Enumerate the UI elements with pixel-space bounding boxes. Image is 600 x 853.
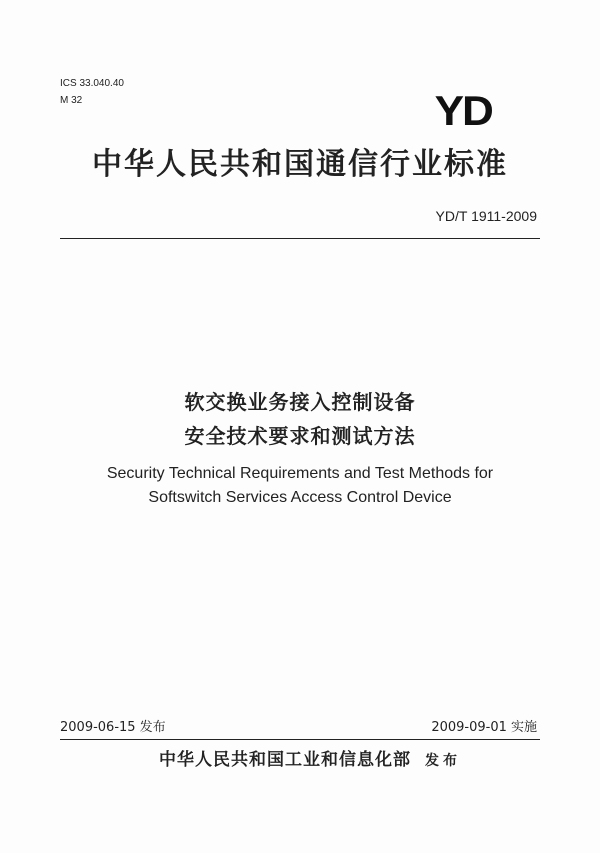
issue-date: 2009-06-15 发布 (60, 720, 166, 735)
title-cn-line-2: 安全技术要求和测试方法 (184, 424, 416, 448)
standard-number: YD/T 1911-2009 (435, 208, 537, 224)
title-cn-line-1: 软交换业务接入控制设备 (184, 390, 416, 414)
bottom-divider (60, 739, 540, 740)
ccs-code: M 32 (60, 95, 83, 106)
yd-logo: YD (434, 87, 492, 134)
implementation-date: 2009-09-01 实施 (431, 720, 537, 735)
top-divider (60, 238, 540, 239)
standard-category: 中华人民共和国通信行业标准 (92, 147, 508, 182)
publisher-line (110, 745, 510, 770)
publisher-action: 发布 (425, 753, 461, 769)
title-en-line-1: Security Technical Requirements and Test Methods for (106, 465, 494, 482)
title-en-line-2: Softswitch Services Access Control Device (148, 489, 452, 506)
ics-code: ICS 33.040.40 (60, 78, 124, 89)
publisher-name: 中华人民共和国工业和信息化部 (159, 750, 411, 770)
